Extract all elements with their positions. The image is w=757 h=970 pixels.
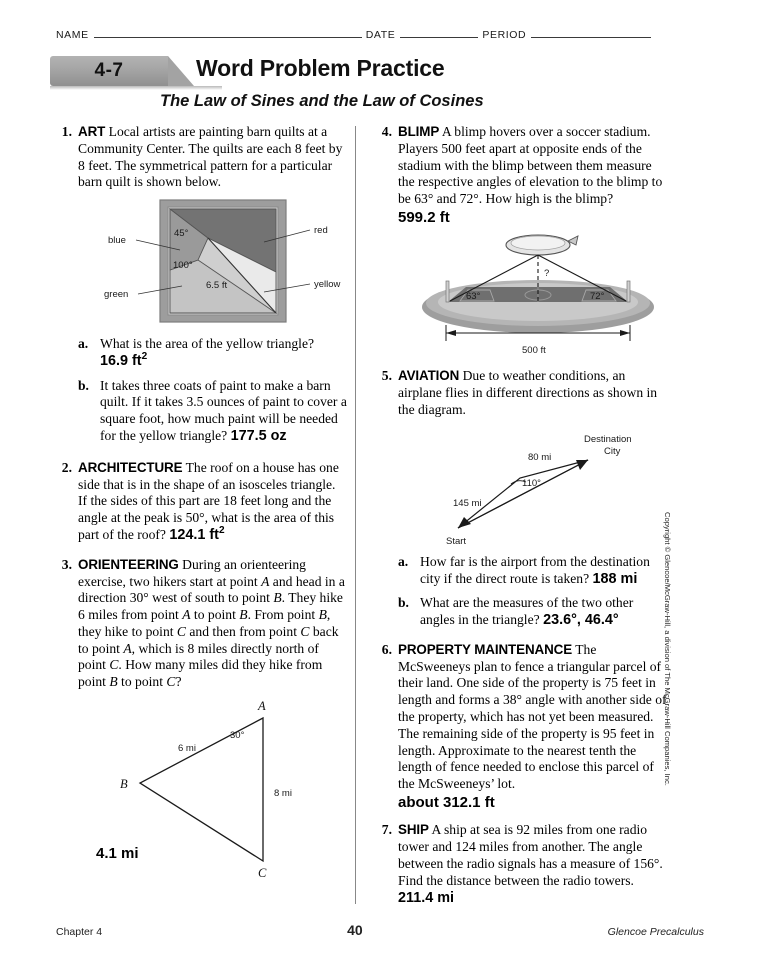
problem-4-text: A blimp hovers over a soccer stadium. Players 500 feet apart at opposite ends of the stadium with the blimp between them measure the respective angles of elevation to the blimp to be 63° and 72°. How high is the blimp?: [398, 124, 663, 207]
problem-5-aviation-figure: [398, 422, 667, 547]
player-left: [446, 281, 449, 302]
aviation-direct-route: [458, 460, 588, 528]
page-title: Word Problem Practice: [196, 55, 445, 81]
problem-3-text-10: . How many miles did they hike from point: [78, 657, 323, 690]
problem-3-text-9: , which is 8 miles directly north of point: [78, 640, 319, 673]
name-date-period-bar: [56, 28, 704, 41]
pt-a: A: [182, 607, 191, 623]
problem-3-text-12: ?: [175, 674, 182, 690]
quilt-label-green: green: [104, 289, 129, 301]
name-write-line[interactable]: [94, 28, 362, 38]
problem-2-text: The roof on a house has one side that is in the shape of an isosceles triangle. If the sides of this part are 18 feet long and the angle at the peak is 50°, what is the area of this part of the roof?: [78, 459, 339, 542]
problem-3-answer: 4.1 mi: [96, 844, 139, 862]
aviation-leg-2: 80 mi: [528, 451, 552, 463]
problem-5a-label: a.: [398, 553, 409, 569]
problem-1: [52, 124, 347, 446]
problem-1b-label: b.: [78, 377, 89, 393]
problem-3-text-1: During an orienteering exercise, two hikers start at point: [78, 556, 306, 589]
problem-7-number: 7.: [381, 822, 392, 838]
blimp-height-label: ?: [544, 268, 550, 280]
footer-book-title: Glencoe Precalculus: [607, 926, 704, 938]
problem-3-text-11: to point: [117, 674, 167, 690]
name-label: NAME: [56, 29, 89, 41]
banner-shadow: [50, 86, 222, 90]
problem-3-text-6: , they hike to point: [78, 607, 331, 639]
triangle-angle-a: 30°: [230, 729, 245, 741]
problem-7-text: A ship at sea is 92 miles from one radio tower and 124 miles from another. The angle between the radio signals has a measure of 156°. Find the distance between the radio towers.: [398, 822, 663, 888]
pt-c: C: [166, 674, 176, 690]
problem-1a-label: a.: [78, 336, 89, 352]
problem-2-topic: ARCHITECTURE: [78, 459, 183, 475]
problem-4: [372, 124, 667, 359]
right-column: [372, 124, 667, 916]
problem-3-triangle-figure: [78, 693, 347, 883]
quilt-label-red: red: [314, 225, 328, 237]
problem-1a-answer: 16.9 $ft^2$: [100, 351, 148, 369]
aviation-angle: 110°: [522, 477, 541, 489]
triangle-vertex-a: A: [258, 698, 266, 713]
date-write-line[interactable]: [400, 28, 478, 38]
triangle-vertex-b: B: [120, 776, 128, 791]
pt-b: B: [109, 674, 118, 690]
triangle-vertex-c: C: [258, 865, 267, 880]
pt-c: C: [176, 623, 186, 639]
orienteering-triangle: [140, 718, 263, 861]
problem-5a-text: How far is the airport from the destination city if the direct route is taken?: [420, 553, 650, 586]
problem-1-number: 1.: [61, 124, 72, 139]
pt-b: B: [273, 590, 282, 606]
period-write-line[interactable]: [531, 28, 651, 38]
lesson-number: 4-7: [94, 60, 124, 81]
problem-4-blimp-figure: [398, 229, 667, 359]
pt-c: C: [300, 623, 310, 639]
footer-page-number: 40: [347, 922, 363, 938]
footer-chapter: Chapter 4: [56, 926, 103, 938]
problem-5a: [398, 554, 667, 589]
quilt-label-yellow: yellow: [314, 279, 341, 291]
problem-6-topic: PROPERTY MAINTENANCE: [398, 641, 573, 657]
aviation-leg-1: 145 mi: [453, 497, 482, 509]
problem-7: [372, 822, 667, 907]
date-label: DATE: [365, 29, 396, 41]
arrow-right: [620, 330, 630, 336]
triangle-side-ac: 8 mi: [274, 787, 292, 799]
problem-1a: [78, 336, 347, 371]
problem-3: [52, 557, 347, 883]
problem-5-topic: AVIATION: [398, 368, 460, 384]
aviation-dest-label-2: City: [604, 445, 621, 457]
problem-1-quilt-figure: [78, 198, 347, 326]
problem-2-answer: 124.1 $ft^2$: [169, 525, 225, 543]
blimp-highlight: [511, 236, 565, 250]
problem-3-text-5: . From point: [247, 607, 319, 623]
aviation-start-label: Start: [446, 535, 467, 547]
blimp-angle-left: 63°: [466, 291, 481, 303]
problem-1b-text: It takes three coats of paint to make a barn quilt. If it takes 3.5 ounces of paint to cover a square foot, how much paint will be needed for the yellow triangle?: [100, 377, 347, 444]
quilt-angle-100: 100°: [173, 260, 193, 272]
problem-7-topic: SHIP: [398, 822, 429, 838]
problem-4-number: 4.: [381, 124, 392, 139]
blimp-angle-right: 72°: [590, 291, 605, 303]
left-column: [52, 124, 347, 892]
lesson-banner: [50, 56, 710, 88]
pt-c: C: [109, 657, 119, 673]
problem-3-topic: ORIENTEERING: [78, 556, 179, 572]
problem-6-text: The McSweeneys plan to fence a triangular parcel of their land. One side of the property is 75 feet in length and forms a 38° angle with another side of the property, which has not yet been measured. The remaining side of the property is 95 feet in length. Approximate to the nearest tenth the length of fence needed to enclose this parcel of the McSweeneys’ lot.: [398, 641, 667, 792]
lesson-subtitle: The Law of Sines and the Law of Cosines: [160, 92, 484, 110]
problem-1-topic: ART: [78, 124, 106, 139]
pt-a: A: [123, 640, 132, 656]
problem-2: [52, 460, 347, 545]
arrow-left: [446, 330, 456, 336]
problem-6-number: 6.: [381, 641, 392, 657]
problem-6-answer: about 312.1 ft: [398, 793, 495, 811]
quilt-label-blue: blue: [108, 235, 126, 247]
problem-3-text-8: back to point: [78, 623, 339, 656]
problem-1b: [78, 378, 347, 446]
problem-7-answer: 211.4 mi: [398, 889, 455, 906]
quilt-side-label: 6.5 ft: [206, 280, 228, 292]
problem-2-number: 2.: [61, 459, 72, 475]
blimp-base-label: 500 ft: [522, 345, 546, 357]
problem-5: [372, 368, 667, 629]
problem-5b-label: b.: [398, 595, 409, 611]
problem-1-text: Local artists are painting barn quilts at a Community Center. The quilts are each 8 feet by 8 feet. The symmetrical pattern for a particular barn quilt is shown below.: [78, 124, 343, 190]
aviation-dest-label-1: Destination: [584, 433, 632, 445]
page-footer: [56, 922, 704, 938]
problem-5b-answer: 23.6°, 46.4°: [543, 612, 619, 629]
pt-b: B: [239, 607, 248, 623]
problem-5b-text: What are the measures of the two other angles in the triangle?: [420, 595, 634, 628]
problem-4-answer: 599.2 ft: [398, 208, 450, 226]
problem-3-text-4: to point: [190, 607, 240, 623]
problem-5-text: Due to weather conditions, an airplane flies in different directions as shown in the diagram.: [398, 368, 658, 417]
period-label: PERIOD: [482, 29, 527, 41]
problem-5a-answer: 188 mi: [592, 570, 638, 587]
problem-5b: [398, 595, 667, 630]
problem-5-number: 5.: [381, 368, 392, 384]
triangle-side-ab: 6 mi: [178, 742, 196, 754]
problem-3-number: 3.: [61, 556, 72, 572]
problem-4-topic: BLIMP: [398, 124, 440, 139]
problem-3-text-3: . They hike 6 miles from point: [78, 590, 343, 623]
pt-b: B: [318, 607, 327, 623]
copyright-notice: Copyright © Glencoe/McGraw-Hill, a division of The McGraw-Hill Companies, Inc.: [663, 512, 672, 786]
player-right: [627, 281, 630, 302]
problem-3-text-7: and then from point: [186, 623, 301, 639]
pt-a: A: [261, 573, 270, 589]
problem-1a-text: What is the area of the yellow triangle?: [100, 336, 315, 352]
problem-6: [372, 642, 667, 813]
problem-1b-answer: 177.5 oz: [230, 428, 287, 445]
quilt-angle-45: 45°: [174, 228, 189, 240]
problem-3-text-2: and head in a direction 30° west of south to point: [78, 573, 345, 606]
